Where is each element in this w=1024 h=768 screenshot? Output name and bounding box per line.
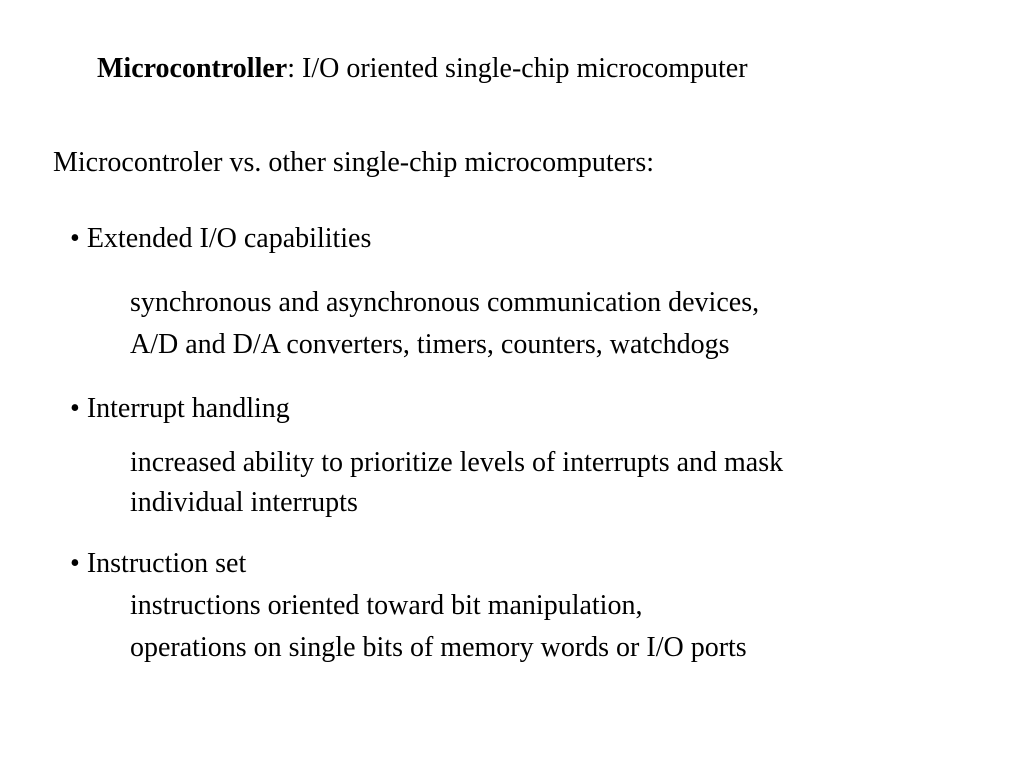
slide-subtitle: Microcontroler vs. other single-chip microcomputers: [53, 147, 655, 178]
bullet-heading: Instruction set [86, 548, 247, 579]
bullet-detail: A/D and D/A converters, timers, counters, watchdogs [130, 329, 730, 360]
bullet-marker: • [70, 393, 80, 424]
bullet-detail: operations on single bits of memory words or I/O ports [130, 632, 747, 663]
bullet-detail: instructions oriented toward bit manipulation, [130, 590, 643, 621]
bullet-heading: Extended I/O capabilities [86, 223, 372, 254]
bullet-item [70, 550, 246, 578]
bullet-detail: synchronous and asynchronous communication devices, [130, 287, 760, 318]
title-term: Microcontroller [97, 53, 288, 84]
slide-title [97, 55, 748, 83]
bullet-heading: Interrupt handling [86, 393, 290, 424]
bullet-detail: increased ability to prioritize levels of interrupts and mask [130, 447, 784, 478]
bullet-marker: • [70, 548, 80, 579]
bullet-item [70, 395, 290, 423]
bullet-detail: individual interrupts [130, 487, 358, 518]
title-definition: : I/O oriented single-chip microcomputer [287, 53, 748, 84]
bullet-marker: • [70, 223, 80, 254]
bullet-item [70, 225, 371, 253]
